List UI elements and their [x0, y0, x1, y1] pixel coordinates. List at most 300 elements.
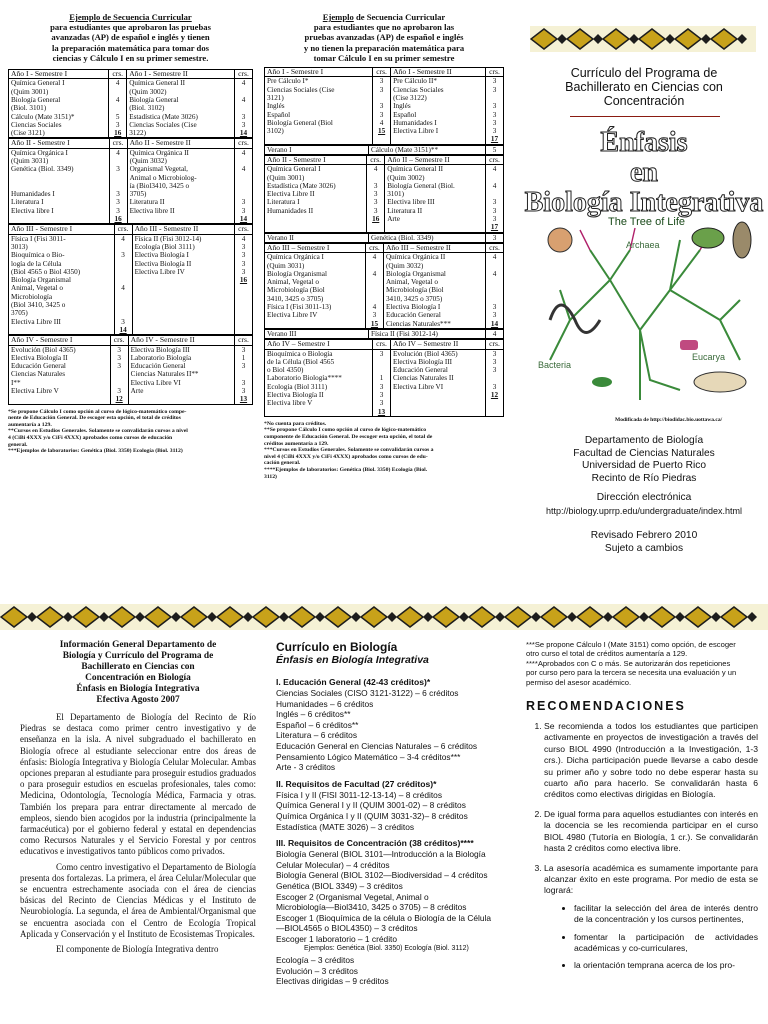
credit-value: 14 — [239, 215, 248, 224]
diamond-ornament — [531, 29, 557, 49]
credit-value: 3 — [379, 110, 384, 119]
diamond-ornament — [639, 29, 665, 49]
credits-cell — [486, 349, 504, 416]
curriculum-item: Microbiología—Biol3410, 3425 o 3705) – 8 créditos — [276, 902, 467, 913]
semester-course-row — [265, 77, 504, 144]
website-link[interactable]: http://biology.uprrp.edu/undergraduate/index.html — [546, 505, 742, 516]
credit-value: 4 — [121, 284, 125, 293]
sequence-no-ap-header — [264, 12, 504, 63]
credit-value: 4 — [241, 95, 246, 104]
credit-value: 3 — [373, 206, 378, 215]
email-block: Dirección electrónica http://biology.uprrp.edu/undergraduate/index.html — [520, 492, 768, 517]
semester-header-cell: crs. — [373, 68, 391, 77]
course-name: Laboratorio Biología — [130, 353, 192, 362]
semester-header-cell: Año IV – Semestre I — [265, 340, 373, 349]
info-paragraph-2: Como centro investigativo el Departamento de Biología presenta dos fortalezas. La primera, el área Celular/Molecular que se encuentra estrechamente asociada con el área de ciencias básicas del Recinto de Ciencias Médicas y el Instituto de Neurobiología. La segunda, el área de Ambiental/Organismal que se encuentra asociada con el Centro de Ecología Tropical Aplicada y Conservación y el Instituto de Ecosistemas Tropicales. — [20, 861, 256, 939]
course-name: 3121) — [267, 93, 284, 102]
course-name: Evolución (Biol 4365) — [392, 349, 458, 358]
credit-value: 3 — [241, 345, 246, 354]
header-line: pruebas avanzadas (AP) de español e inglés — [304, 32, 464, 43]
credit-value: 3 — [492, 311, 497, 320]
diamond-ornament-small — [243, 612, 253, 622]
footnote-line: general. — [8, 441, 28, 448]
department-block: Departamento de Biología Facultad de Ciencias Naturales Universidad de Puerto Rico Recinto de Río Piedras — [573, 435, 715, 484]
course-name: Biología Organismal — [267, 269, 327, 278]
course-name: Animal, Vegetal o — [385, 278, 438, 287]
course-name: (Biol 3410, 3425 o — [11, 301, 66, 310]
diamond-ornament — [361, 607, 387, 627]
credit-value: 3 — [379, 77, 384, 86]
course-name: Educación General — [11, 362, 66, 371]
credit-value: 14 — [490, 319, 499, 328]
credit-value: 3 — [116, 198, 120, 207]
semester-header-cell: Año IV - Semestre I — [9, 336, 111, 345]
image-credit: Modificada de http://biodidac.bio.uottawa.ca/ — [615, 417, 723, 423]
recommendations-list — [526, 721, 758, 972]
header-line: ciencias y Cálculo I en su primer semestre. — [52, 52, 209, 63]
header-text: de Secuencia Curricular — [353, 12, 446, 22]
credit-value: 1 — [241, 353, 246, 362]
diamond-ornament-small — [63, 612, 73, 622]
credit-value: 12 — [490, 391, 499, 399]
semester-course-row — [9, 345, 253, 404]
course-name: I** — [11, 378, 21, 387]
course-name: Electiva Libre I — [393, 127, 439, 136]
summer-label: Verano II — [265, 233, 369, 242]
course-name: Literatura II — [387, 206, 423, 215]
course-name: Electiva Libre IV — [267, 311, 318, 320]
semester-header-cell: Año III – Semestre II — [383, 243, 485, 252]
footnote-line: ****Ejemplos de laboratorios: Genética (Biol. 3350) Ecología (Biol. — [264, 467, 428, 474]
course-name: Electiva Libre V — [11, 387, 59, 395]
course-name: Microbiología — [11, 292, 53, 301]
credit-value: 13 — [239, 395, 248, 404]
credit-value: 4 — [372, 269, 377, 278]
footnote-line: 4 (CiBi 4XXX y/o CiFi 4XXX) aprobados como cursos de educación — [8, 434, 173, 441]
credit-value — [367, 262, 382, 270]
header-example: Ejemplo — [322, 12, 354, 22]
diamond-ornament — [711, 29, 737, 49]
rec-footnotes — [526, 640, 758, 687]
footnote-line: nivel 4 (CiBi 4XXX y/o CiFi 4XXX) aprobados como cursos de edu- — [264, 453, 428, 460]
label-bacteria: Bacteria — [538, 360, 572, 370]
curriculum-item: Genética (BIOL 3349) – 3 créditos — [276, 880, 403, 891]
summer-course: Física II (Fisi 3012-14) — [369, 329, 486, 338]
course-name: Ciencias Naturales — [11, 370, 66, 379]
footnote-line: aumentaría a 129. — [8, 421, 52, 428]
footnote-line: ****Aprobados con C o más. Se autorizarán dos repeticiones — [526, 658, 731, 668]
course-name: 3410, 3425 o 3705) — [385, 294, 443, 303]
course-name: Literatura II — [129, 198, 165, 207]
program-title: Currículo del Programa de Bachillerato en Ciencias con Concentración — [565, 66, 723, 108]
info-title: Información General Departamento de Biología y Currículo del Programa de Bachillerato en Ciencias con Concentración en Biología Énfasis en Biología Integrativa Efectiva Agosto 2007 — [59, 640, 217, 705]
credits-cell — [235, 345, 253, 404]
section-concentration-requirements: III. Requisitos de Concentración (38 créditos)**** — [276, 838, 474, 849]
courses-cell — [9, 234, 115, 335]
paramecium-icon — [694, 372, 746, 392]
sequence-ap-footnotes — [8, 409, 253, 455]
course-name: Química General I — [267, 165, 321, 174]
credit-value — [367, 278, 382, 286]
curriculum-item: Escoger 1 laboratorio – 1 crédito — [276, 933, 398, 944]
diamond-ornament — [685, 607, 711, 627]
credit-value: 4 — [115, 95, 120, 104]
credit-value — [487, 374, 502, 382]
course-name: Inglés — [267, 102, 285, 111]
summer-table — [264, 329, 504, 339]
credit-value: 3 — [492, 303, 497, 312]
courses-cell — [127, 79, 235, 138]
semester-header-cell: Año I - Semestre II — [127, 70, 235, 79]
course-name — [11, 174, 107, 182]
courses-cell — [265, 77, 373, 144]
credit-value — [112, 370, 127, 378]
credit-value: 3 — [121, 317, 125, 326]
semester-header-cell: Año I - Semestre II — [391, 68, 486, 77]
diamond-ornament-small — [171, 612, 181, 622]
curriculum-item: Humanidades – 6 créditos — [276, 698, 374, 709]
recommendation-text: La asesoría académica es sumamente importante para alcanzar éxito en este programa. Por medio de esta se logrará: — [544, 862, 758, 896]
recommendation-text: De igual forma para aquellos estudiantes con interés en la docencia se les recomienda participar en el curso BIOL 4980 (Tutoría en Biología, 1 cr.). Se convalidarán hasta 2 créditos como electiva libre. — [544, 808, 758, 854]
footnote-line: nente de Educación General. De escoger esta opción, el total de créditos — [8, 415, 181, 422]
credit-value: 3 — [121, 251, 125, 260]
summer-row — [265, 145, 504, 154]
courses-cell — [127, 148, 234, 224]
course-name: Ecología (Biol 3111) — [267, 382, 328, 391]
courses-cell — [9, 148, 110, 224]
courses-cell — [132, 234, 234, 335]
credit-value — [112, 379, 127, 387]
course-name: logía de la Célula — [11, 259, 62, 268]
credits-cell — [486, 77, 504, 144]
credit-value: 3 — [492, 127, 497, 136]
credit-value — [116, 260, 131, 268]
courses-cell — [265, 165, 367, 232]
credit-value: 5 — [115, 112, 120, 121]
semester-header-row — [265, 68, 504, 77]
course-name: Humanidades I — [11, 190, 55, 199]
course-name: Biología General (Biol — [267, 118, 333, 127]
header-line: para estudiantes que no aprobaron las — [313, 22, 455, 33]
course-name: Bioquímica o Biología — [267, 349, 333, 358]
semester-header-row — [265, 340, 504, 349]
course-name: (Quim 3001) — [11, 87, 49, 96]
credit-value: 4 — [241, 165, 246, 174]
course-name: Organismal Vegetal, — [129, 165, 188, 174]
footnote-line: componente de Educación General. De escoger esta opción, el total de — [264, 434, 433, 441]
panel-recommendations — [526, 640, 758, 1024]
curriculum-item: Biología General (BIOL 3101—Introducción a la Biología — [276, 849, 486, 860]
course-name: 3705) — [129, 190, 147, 199]
credit-value: 3 — [241, 242, 246, 251]
curriculum-title: Currículo en Biología — [276, 640, 398, 654]
course-name: (Biol 4565 o Biol 4350) — [11, 267, 81, 276]
credit-value: 3 — [241, 112, 246, 121]
credit-value — [116, 268, 131, 276]
curriculum-item: Escoger 2 (Organismal Vegetal, Animal o — [276, 891, 429, 902]
course-name: Ciencias Naturales*** — [385, 319, 451, 328]
credit-value: 15 — [370, 319, 379, 328]
credit-value — [374, 94, 389, 102]
diamond-ornament — [577, 607, 603, 627]
credit-value — [236, 88, 251, 96]
semester-course-row — [265, 253, 504, 329]
diamond-ornament-small — [459, 612, 469, 622]
course-name: (Biol. 3102) — [129, 104, 165, 113]
summer-credits: 5 — [486, 145, 504, 154]
course-name: Electiva Libre II — [267, 190, 315, 199]
course-name: Química Orgánica II — [385, 253, 446, 262]
credit-value: 3 — [117, 345, 121, 354]
emphasis-title: Énfasis en Biología Integrativa — [524, 127, 764, 218]
semester-header-cell: crs. — [486, 68, 504, 77]
course-name: Electiva libre I — [11, 206, 54, 215]
footnote-line: *No cuenta para créditos. — [264, 420, 327, 427]
credit-value: 3 — [492, 366, 497, 375]
credit-value — [111, 157, 126, 165]
credit-value: 4 — [241, 148, 246, 157]
credit-value — [367, 286, 382, 294]
credit-value: 3 — [379, 382, 384, 391]
course-name: (Quim 3002) — [387, 173, 425, 182]
credit-value: 4 — [372, 253, 377, 262]
diamond-ornament-small — [747, 612, 757, 622]
credits-cell — [365, 253, 383, 329]
courses-cell — [9, 345, 111, 404]
diamond-pattern — [0, 604, 768, 630]
course-name: Electiva libre III — [387, 198, 435, 207]
credit-value — [374, 358, 389, 366]
course-name: (Quim 3032) — [129, 156, 167, 165]
footnote-line: ***Se propone Cálculo I (Mate 3151) como opción, de escoger — [526, 640, 736, 649]
credit-value: 4 — [241, 79, 246, 88]
credit-value — [487, 94, 502, 102]
course-name: Física II (Fisi 3012-14) — [134, 234, 202, 243]
credits-cell — [367, 165, 385, 232]
credit-value — [236, 370, 251, 378]
semester-table — [8, 138, 253, 224]
summer-table — [264, 233, 504, 243]
curriculum-item: Química Orgánica I y II (QUIM 3031-32)– 8 créditos — [276, 810, 468, 821]
recommendation-item — [544, 863, 758, 972]
footnote-line: otro curso el total de créditos aumentaría a 129. — [526, 649, 688, 659]
recommendation-item — [544, 721, 758, 801]
diamond-ornament-small — [639, 612, 649, 622]
summer-label: Verano I — [265, 145, 369, 154]
summer-course: Genética (Biol. 3349) — [369, 233, 486, 242]
credit-value: 3 — [241, 267, 246, 276]
credit-value: 3 — [117, 353, 121, 362]
semester-course-row — [9, 234, 253, 335]
credit-value: 3 — [492, 110, 497, 119]
semester-header-cell: Año II - Semestre II — [127, 139, 234, 148]
credit-value: 16 — [114, 215, 122, 224]
credit-value — [487, 286, 502, 294]
credit-value — [116, 293, 131, 301]
course-name: (Biol. 3101) — [11, 104, 47, 113]
credit-value: 4 — [115, 79, 120, 88]
credit-value — [116, 301, 131, 309]
semester-table — [264, 67, 504, 145]
semester-course-row — [9, 79, 253, 138]
diamond-ornament-small — [675, 612, 685, 622]
credit-value: 3 — [373, 190, 378, 199]
course-name: Química Orgánica I — [267, 253, 324, 262]
course-name: Electiva Biología II — [11, 353, 68, 362]
course-name: Cálculo (Mate 3151)* — [11, 112, 75, 121]
course-name: Humanidades II — [267, 206, 314, 215]
credit-value: 3 — [492, 357, 497, 366]
credit-value: 14 — [119, 325, 127, 334]
credit-value — [236, 182, 251, 190]
semester-header-cell: Año III – Semestre I — [265, 243, 366, 252]
course-name: 3101) — [387, 190, 404, 199]
summer-credits: 4 — [486, 329, 504, 338]
semester-header-cell: Año I - Semestre I — [9, 70, 109, 79]
semester-header-row — [265, 243, 504, 252]
cover-band — [530, 26, 756, 52]
semester-header-cell: Año II – Semestre II — [385, 155, 486, 164]
semester-header-cell: Año II - Semestre I — [9, 139, 110, 148]
course-name: Microbiología (Biol — [385, 286, 444, 295]
course-name: Genética (Biol. 3349) — [11, 165, 74, 174]
diamond-ornament — [1, 607, 27, 627]
diamond-ornament-small — [279, 612, 289, 622]
tree-of-life-image — [530, 210, 758, 406]
credit-value — [116, 243, 131, 251]
semester-header-row — [9, 336, 253, 345]
header-line: para estudiantes que aprobaron las pruebas — [50, 22, 211, 33]
semester-table — [264, 339, 504, 417]
diamond-ornament — [289, 607, 315, 627]
credit-value: 3 — [492, 198, 497, 207]
course-name: Laboratorio Biología**** — [267, 374, 342, 383]
credits-cell — [373, 77, 391, 144]
summer-credits: 3 — [486, 233, 504, 242]
revision-block: Revisado Febrero 2010 Sujeto a cambios — [590, 530, 698, 554]
advising-bullet: • facilitar la selección del área de interés dentro de la concentración y los cursos pertinentes, — [574, 903, 758, 926]
course-name: Animal o Microbiolog- — [129, 173, 197, 182]
course-name: Biología Organismal — [385, 269, 446, 278]
label-eucarya: Eucarya — [692, 352, 726, 362]
course-name: (Quim 3002) — [129, 87, 167, 96]
curriculum-item: Ciencias Sociales (CISO 3121-3122) – 6 créditos — [276, 688, 459, 698]
credit-value: 17 — [490, 223, 499, 232]
course-name: Electiva Biología II — [134, 259, 192, 268]
credit-value: 3 — [492, 77, 497, 86]
diamond-ornament — [109, 607, 135, 627]
advising-bullet: • fomentar la participación de actividades académicas y co-curriculares, — [574, 932, 758, 955]
credit-value: 3 — [116, 206, 120, 215]
curriculum-item: Química General I y II (QUIM 3001-02) – 8 créditos — [276, 800, 466, 811]
course-name: Ciencias Sociales — [11, 120, 62, 129]
course-name: (Cise 3121) — [11, 129, 45, 138]
panel-sequence-ap — [8, 12, 253, 597]
credit-value: 16 — [372, 215, 380, 224]
credit-value: 16 — [239, 276, 248, 285]
diamond-ornament — [325, 607, 351, 627]
cell-icon — [680, 340, 698, 350]
course-name: Física I (Fisi 3011-13) — [267, 303, 332, 312]
curriculum-item: Educación General en Ciencias Naturales – 6 créditos — [276, 740, 478, 751]
course-name: Electiva Libre IV — [134, 267, 185, 276]
semester-header-cell: Año III - Semestre II — [132, 225, 234, 234]
semester-table — [8, 69, 253, 138]
credit-value — [487, 174, 502, 182]
footnote-line: créditos aumentaría a 129. — [264, 440, 329, 447]
semester-header-cell: crs. — [235, 70, 253, 79]
header-line: y no tienen la preparación matemática para — [303, 42, 465, 53]
credit-value — [236, 174, 251, 182]
curriculum-item: Escoger 1 (Bioquímica de la célula o Biología de la Célula — [276, 912, 492, 923]
credit-value — [487, 295, 502, 303]
diamond-ornament-small — [495, 612, 505, 622]
credit-value: 13 — [377, 407, 386, 416]
diamond-ornament-small — [423, 612, 433, 622]
credit-value: 3 — [116, 165, 120, 174]
diamond-ornament-small — [701, 34, 711, 44]
semester-header-cell: crs. — [110, 336, 128, 345]
course-name: Español — [267, 110, 291, 119]
info-paragraph-1: El Departamento de Biología del Recinto de Río Piedras se destaca como primer centro investigativo y de enseñanza en la isla. A nivel subgraduado el bachillerato en Biología ofrece al estudiante seleccionar entre dos áreas de énfasis: Biología Integrativa y Biología Celular Molecular. Ambas opciones preparan al estudiante para proseguir estudios graduados o para proseguir estudios en escuelas profesionales, tales como: Medicina, Odontología, Tecnología Médica, Farmacia y otras. También los prepara para entrar directamente al mercado de empleos, siendo bien acogidos por la industria (principalmente la farmacéutica) por el gobierno federal y estatal en dependencias como Recursos Naturales y el Servicio Forestal y por centros educativos e investigativos tanto públicos como privados. — [20, 712, 256, 857]
course-name: Biología General (Biol. — [387, 181, 455, 190]
diamond-ornament — [541, 607, 567, 627]
curriculum-item: Biología General (BIOL 3102—Biodiversidad – 4 créditos — [276, 870, 488, 881]
course-name: Español — [393, 110, 417, 119]
diamond-ornament — [613, 607, 639, 627]
curriculum-item: Arte - 3 créditos — [276, 762, 336, 773]
course-name: Arte — [130, 387, 144, 395]
section-faculty-requirements: II. Requisitos de Facultad (27 créditos)* — [276, 778, 437, 789]
credit-value: 3 — [379, 349, 384, 358]
curriculum-item: Ecología – 3 créditos — [276, 955, 355, 966]
course-name: Electiva Libre III — [11, 317, 61, 326]
diamond-ornament-small — [135, 612, 145, 622]
course-name: Biología General — [11, 95, 61, 104]
diamond-ornament — [181, 607, 207, 627]
diamond-ornament-small — [531, 612, 541, 622]
credit-value: 3 — [379, 391, 384, 399]
credit-value: 4 — [492, 181, 497, 190]
semester-course-row — [265, 349, 504, 416]
semester-header-cell: crs. — [486, 155, 504, 164]
diamond-ornament-small — [737, 34, 747, 44]
diamond-ornament — [217, 607, 243, 627]
credit-value: 14 — [239, 129, 248, 138]
semester-table — [264, 155, 504, 233]
credit-value — [236, 190, 251, 198]
credit-value: 3 — [492, 206, 497, 215]
course-name: Evolución (Biol 4365) — [11, 345, 76, 354]
course-name: (Quim 3031) — [267, 261, 305, 270]
credit-value: 4 — [121, 234, 125, 243]
course-name: Ciencias Naturales II** — [130, 370, 199, 379]
mushroom-icon — [548, 228, 572, 252]
course-name: Ciencias Sociales (Cise — [267, 85, 335, 94]
recommendations-title: RECOMENDACIONES — [526, 699, 686, 714]
credit-value: 3 — [492, 102, 497, 111]
credits-cell — [235, 148, 253, 224]
sequence-no-ap-footnotes — [264, 421, 504, 480]
header-line — [264, 12, 504, 22]
diamond-ornament-small — [207, 612, 217, 622]
panel-info — [20, 640, 256, 1024]
course-name: o Biol 4350) — [267, 366, 304, 375]
credit-value: 3 — [492, 215, 497, 224]
credit-value — [236, 104, 251, 112]
course-name: Electiva Biología III — [392, 357, 453, 366]
credit-value: 3 — [373, 198, 378, 207]
